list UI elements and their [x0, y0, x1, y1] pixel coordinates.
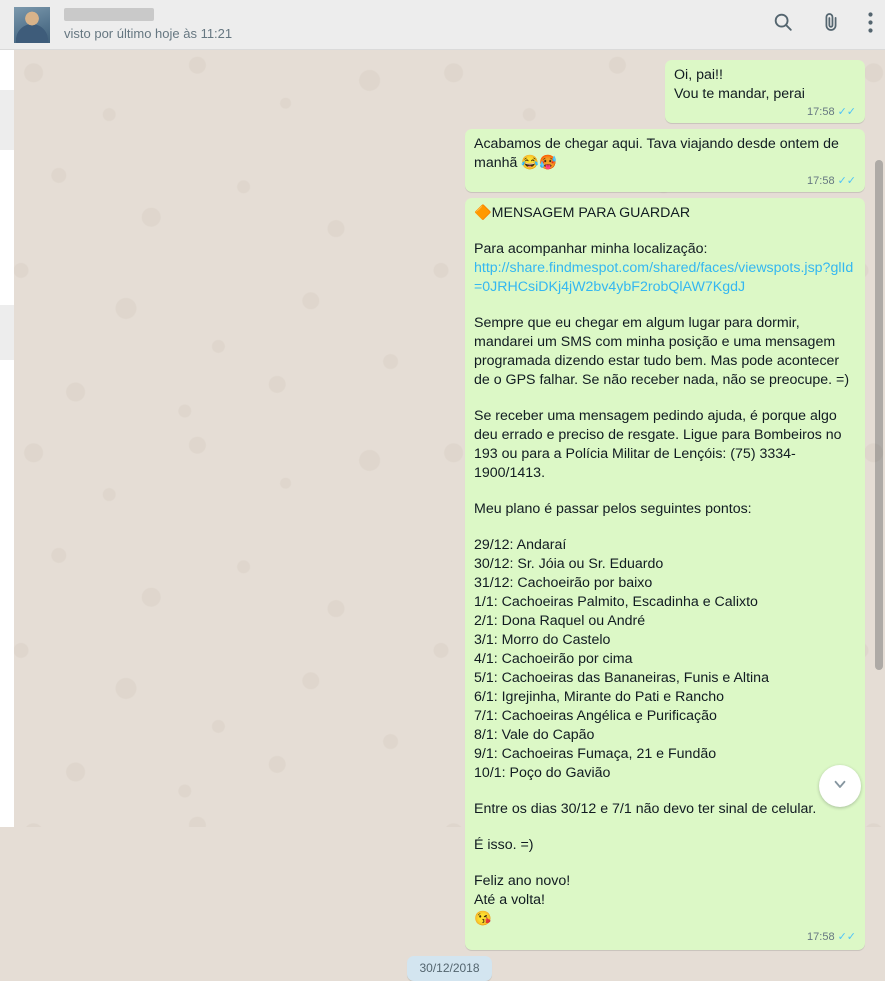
- chevron-down-icon: [831, 775, 849, 798]
- chat-list-item-sliver[interactable]: [0, 90, 14, 150]
- itinerary-item: 4/1: Cachoeirão por cima: [474, 651, 633, 667]
- message-meta: [674, 106, 856, 119]
- itinerary-item: 1/1: Cachoeiras Palmito, Escadinha e Calixto: [474, 594, 758, 610]
- chat-list-item-sliver[interactable]: [0, 305, 14, 360]
- message-paragraph: Sempre que eu chegar em algum lugar para dormir, mandarei um SMS com minha posição e uma mensagem programada dizendo estar tudo bem. Mas pode acontecer de o GPS falhar. Se não receber nada, não se preocupe. =): [474, 315, 850, 388]
- paperclip-icon[interactable]: [820, 11, 842, 38]
- itinerary-item: 3/1: Morro do Castelo: [474, 632, 611, 648]
- message-bubble-outgoing-long[interactable]: [465, 198, 865, 950]
- message-paragraph: Se receber uma mensagem pedindo ajuda, é porque algo deu errado e preciso de resgate. Ligue para Bombeiros no 193 ou para a Polícia Militar de Lençóis: (75) 3334-1900/1413.: [474, 408, 842, 481]
- message-bubble-outgoing[interactable]: [665, 60, 865, 123]
- search-icon[interactable]: [772, 11, 794, 38]
- message-paragraph: Entre os dias 30/12 e 7/1 não devo ter sinal de celular.: [474, 801, 817, 817]
- read-receipt-icon: ✓✓: [837, 931, 856, 943]
- itinerary-item: 9/1: Cachoeiras Fumaça, 21 e Fundão: [474, 746, 717, 762]
- chat-list-sliver[interactable]: [0, 50, 14, 827]
- chat-scrollbar[interactable]: [872, 50, 885, 827]
- itinerary-item: 8/1: Vale do Capão: [474, 727, 595, 743]
- header-actions: [772, 11, 873, 38]
- message-list: [14, 50, 885, 975]
- message-text: Acabamos de chegar aqui. Tava viajando desde ontem de manhã 😂🥵: [474, 136, 843, 171]
- message-title: 🔶MENSAGEM PARA GUARDAR: [474, 205, 691, 221]
- itinerary-item: 29/12: Andaraí: [474, 537, 567, 553]
- message-row: [34, 60, 865, 123]
- itinerary-item: 6/1: Igrejinha, Mirante do Pati e Rancho: [474, 689, 725, 705]
- itinerary-item: 10/1: Poço do Gavião: [474, 765, 611, 781]
- contact-status: visto por último hoje às 11:21: [64, 26, 233, 41]
- itinerary-item: 30/12: Sr. Jóia ou Sr. Eduardo: [474, 556, 664, 572]
- message-row: [34, 198, 865, 950]
- itinerary-item: 7/1: Cachoeiras Angélica e Purificação: [474, 708, 717, 724]
- message-time: 17:58: [807, 931, 835, 943]
- message-paragraph: Meu plano é passar pelos seguintes pontos:: [474, 501, 752, 517]
- message-paragraph: Para acompanhar minha localização:: [474, 241, 708, 257]
- message-text: Oi, pai!! Vou te mandar, perai: [674, 67, 805, 102]
- message-time: 17:58: [807, 175, 835, 187]
- message-meta: [474, 175, 856, 188]
- message-paragraph: É isso. =): [474, 837, 534, 853]
- scroll-to-bottom-button[interactable]: [819, 765, 861, 807]
- message-meta: [474, 931, 856, 944]
- message-bubble-outgoing[interactable]: [465, 129, 865, 192]
- itinerary-item: 31/12: Cachoeirão por baixo: [474, 575, 653, 591]
- orange-diamond-icon: 🔶: [474, 205, 492, 221]
- contact-name-redacted: [64, 8, 154, 21]
- message-time: 17:58: [807, 106, 835, 118]
- read-receipt-icon: ✓✓: [837, 106, 856, 118]
- contact-info[interactable]: [64, 8, 232, 41]
- chat-header: [0, 0, 885, 50]
- avatar[interactable]: [14, 7, 50, 43]
- date-divider-row: [34, 956, 865, 981]
- location-share-link[interactable]: http://share.findmespot.com/shared/faces/viewspots.jsp?glId=0JRHCsiDKj4jW2bv4ybF2robQlAW7KgdJ: [474, 260, 854, 295]
- message-link: [474, 259, 856, 297]
- scrollbar-thumb[interactable]: [875, 160, 883, 670]
- itinerary-list: [474, 536, 856, 783]
- date-divider: 30/12/2018: [407, 956, 491, 981]
- message-row: [34, 129, 865, 192]
- overflow-menu-icon[interactable]: [868, 12, 873, 38]
- read-receipt-icon: ✓✓: [837, 175, 856, 187]
- itinerary-item: 5/1: Cachoeiras das Bananeiras, Funis e Altina: [474, 670, 769, 686]
- message-paragraph: Feliz ano novo! Até a volta! 😘: [474, 873, 571, 927]
- itinerary-item: 2/1: Dona Raquel ou André: [474, 613, 646, 629]
